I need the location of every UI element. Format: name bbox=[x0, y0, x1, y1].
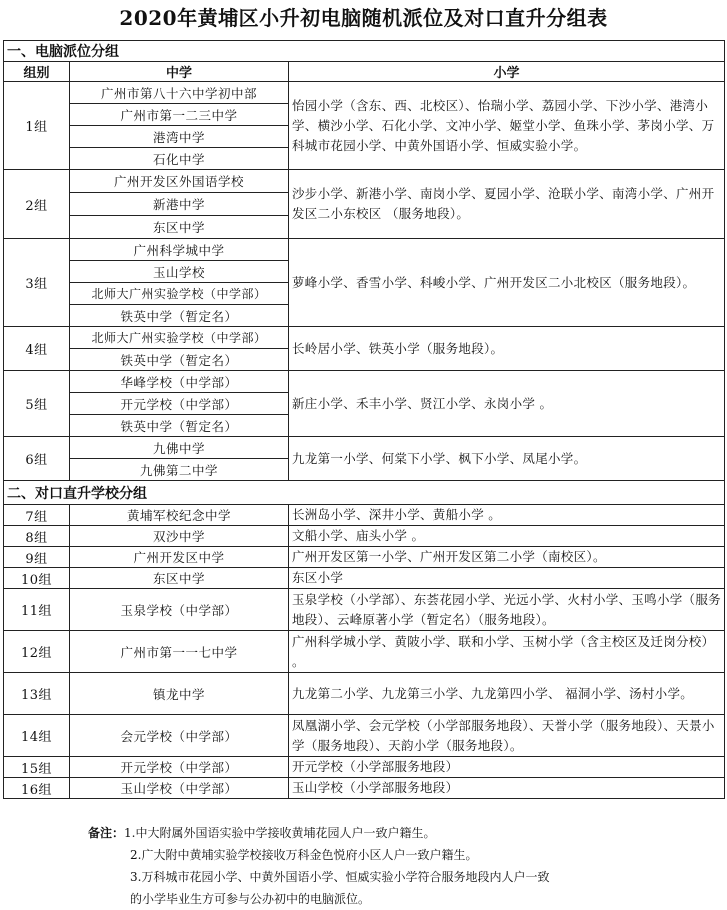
group-cell: 6组 bbox=[4, 437, 70, 481]
primary-school-cell: 玉泉学校（小学部）、东荟花园小学、光远小学、火村小学、玉鸣小学（服务地段）、云峰原著小学（暂定名）（服务地段）。 bbox=[289, 589, 725, 631]
group-cell: 11组 bbox=[4, 589, 70, 631]
middle-school-cell: 华峰学校（中学部） bbox=[70, 371, 289, 393]
middle-school-cell: 东区中学 bbox=[70, 568, 289, 589]
table-row bbox=[4, 526, 725, 547]
primary-school-cell: 沙步小学、新港小学、南岗小学、夏园小学、沧联小学、南湾小学、广州开发区二小东校区 （服务地段）。 bbox=[289, 170, 725, 239]
middle-school-cell: 广州市第一一七中学 bbox=[70, 631, 289, 673]
note-item: 的小学毕业生方可参与公办初中的电脑派位。 bbox=[130, 892, 371, 906]
group-cell: 1组 bbox=[4, 82, 70, 170]
middle-school-cell: 铁英中学（暂定名） bbox=[70, 415, 289, 437]
primary-school-cell: 长洲岛小学、深井小学、黄船小学 。 bbox=[289, 505, 725, 526]
middle-school-cell: 九佛第二中学 bbox=[70, 459, 289, 481]
primary-school-cell: 东区小学 bbox=[289, 568, 725, 589]
middle-school-cell: 玉山学校 bbox=[70, 261, 289, 283]
middle-school-cell: 广州开发区中学 bbox=[70, 547, 289, 568]
primary-school-cell: 九龙第二小学、九龙第三小学、九龙第四小学、 福洞小学、汤村小学。 bbox=[289, 673, 725, 715]
primary-school-cell: 新庄小学、禾丰小学、贤江小学、永岗小学 。 bbox=[289, 371, 725, 437]
primary-school-cell: 广州开发区第一小学、广州开发区第二小学（南校区）。 bbox=[289, 547, 725, 568]
primary-school-cell: 怡园小学（含东、西、北校区）、怡瑞小学、荔园小学、下沙小学、港湾小学、横沙小学、石化小学、文冲小学、姬堂小学、鱼珠小学、茅岗小学、万科城市花园小学、中黄外国语小学、恒威实验小学。 bbox=[289, 82, 725, 170]
middle-school-cell: 北师大广州实验学校（中学部） bbox=[70, 283, 289, 305]
group-cell: 13组 bbox=[4, 673, 70, 715]
primary-school-cell: 萝峰小学、香雪小学、科峻小学、广州开发区二小北校区（服务地段）。 bbox=[289, 239, 725, 327]
table-row bbox=[4, 239, 725, 261]
middle-school-cell: 双沙中学 bbox=[70, 526, 289, 547]
middle-school-cell: 会元学校（中学部） bbox=[70, 715, 289, 757]
table-row bbox=[4, 371, 725, 393]
notes-label: 备注： bbox=[88, 826, 125, 840]
middle-school-cell: 黄埔军校纪念中学 bbox=[70, 505, 289, 526]
middle-school-cell: 开元学校（中学部） bbox=[70, 393, 289, 415]
section2-heading: 二、对口直升学校分组 bbox=[4, 481, 725, 505]
note-item: 3.万科城市花园小学、中黄外国语小学、恒威实验小学符合服务地段内人户一致 bbox=[130, 870, 550, 884]
group-cell: 9组 bbox=[4, 547, 70, 568]
middle-school-cell: 广州科学城中学 bbox=[70, 239, 289, 261]
table-row bbox=[4, 757, 725, 778]
middle-school-cell: 东区中学 bbox=[70, 216, 289, 239]
header-middle: 中学 bbox=[70, 62, 289, 82]
table-row bbox=[4, 170, 725, 193]
table-row bbox=[4, 547, 725, 568]
group-cell: 5组 bbox=[4, 371, 70, 437]
note-text: 1.中大附属外国语实验中学接收黄埔花园人户一致户籍生。 bbox=[124, 826, 436, 840]
table-row bbox=[4, 327, 725, 349]
section2-row bbox=[4, 481, 725, 505]
primary-school-cell: 凤凰湖小学、会元学校（小学部服务地段）、天誉小学（服务地段）、天景小学（服务地段）、天韵小学（服务地段）。 bbox=[289, 715, 725, 757]
group-cell: 15组 bbox=[4, 757, 70, 778]
middle-school-cell: 新港中学 bbox=[70, 193, 289, 216]
middle-school-cell: 广州市第一二三中学 bbox=[70, 104, 289, 126]
primary-school-cell: 广州科学城小学、黄陂小学、联和小学、玉树小学（含主校区及迁岗分校） 。 bbox=[289, 631, 725, 673]
table-row bbox=[4, 715, 725, 757]
table-row bbox=[4, 631, 725, 673]
grouping-table bbox=[3, 40, 725, 799]
table-row bbox=[4, 673, 725, 715]
group-cell: 10组 bbox=[4, 568, 70, 589]
middle-school-cell: 港湾中学 bbox=[70, 126, 289, 148]
group-cell: 12组 bbox=[4, 631, 70, 673]
table-row bbox=[4, 505, 725, 526]
primary-school-cell: 长岭居小学、铁英小学（服务地段）。 bbox=[289, 327, 725, 371]
header-primary: 小学 bbox=[289, 62, 725, 82]
note-item bbox=[88, 822, 708, 844]
section1-heading: 一、电脑派位分组 bbox=[4, 41, 725, 62]
group-cell: 8组 bbox=[4, 526, 70, 547]
middle-school-cell: 北师大广州实验学校（中学部） bbox=[70, 327, 289, 349]
group-cell: 2组 bbox=[4, 170, 70, 239]
group-cell: 3组 bbox=[4, 239, 70, 327]
note-item: 2.广大附中黄埔实验学校接收万科金色悦府小区人户一致户籍生。 bbox=[130, 848, 478, 862]
group-cell: 16组 bbox=[4, 778, 70, 799]
primary-school-cell: 开元学校（小学部服务地段） bbox=[289, 757, 725, 778]
group-cell: 14组 bbox=[4, 715, 70, 757]
table-row bbox=[4, 82, 725, 104]
notes bbox=[88, 822, 708, 910]
section1-row bbox=[4, 41, 725, 62]
table-row bbox=[4, 589, 725, 631]
primary-school-cell: 玉山学校（小学部服务地段） bbox=[289, 778, 725, 799]
header-group: 组别 bbox=[4, 62, 70, 82]
page-title: 2020年黄埔区小升初电脑随机派位及对口直升分组表 bbox=[119, 6, 608, 30]
table-row bbox=[4, 778, 725, 799]
middle-school-cell: 铁英中学（暂定名） bbox=[70, 349, 289, 371]
middle-school-cell: 玉山学校（中学部） bbox=[70, 778, 289, 799]
group-cell: 7组 bbox=[4, 505, 70, 526]
middle-school-cell: 九佛中学 bbox=[70, 437, 289, 459]
primary-school-cell: 文船小学、庙头小学 。 bbox=[289, 526, 725, 547]
middle-school-cell: 铁英中学（暂定名） bbox=[70, 305, 289, 327]
middle-school-cell: 镇龙中学 bbox=[70, 673, 289, 715]
middle-school-cell: 广州开发区外国语学校 bbox=[70, 170, 289, 193]
primary-school-cell: 九龙第一小学、何棠下小学、枫下小学、凤尾小学。 bbox=[289, 437, 725, 481]
middle-school-cell: 石化中学 bbox=[70, 148, 289, 170]
middle-school-cell: 广州市第八十六中学初中部 bbox=[70, 82, 289, 104]
header-row bbox=[4, 62, 725, 82]
table-row bbox=[4, 437, 725, 459]
middle-school-cell: 开元学校（中学部） bbox=[70, 757, 289, 778]
table-row bbox=[4, 568, 725, 589]
middle-school-cell: 玉泉学校（中学部） bbox=[70, 589, 289, 631]
group-cell: 4组 bbox=[4, 327, 70, 371]
